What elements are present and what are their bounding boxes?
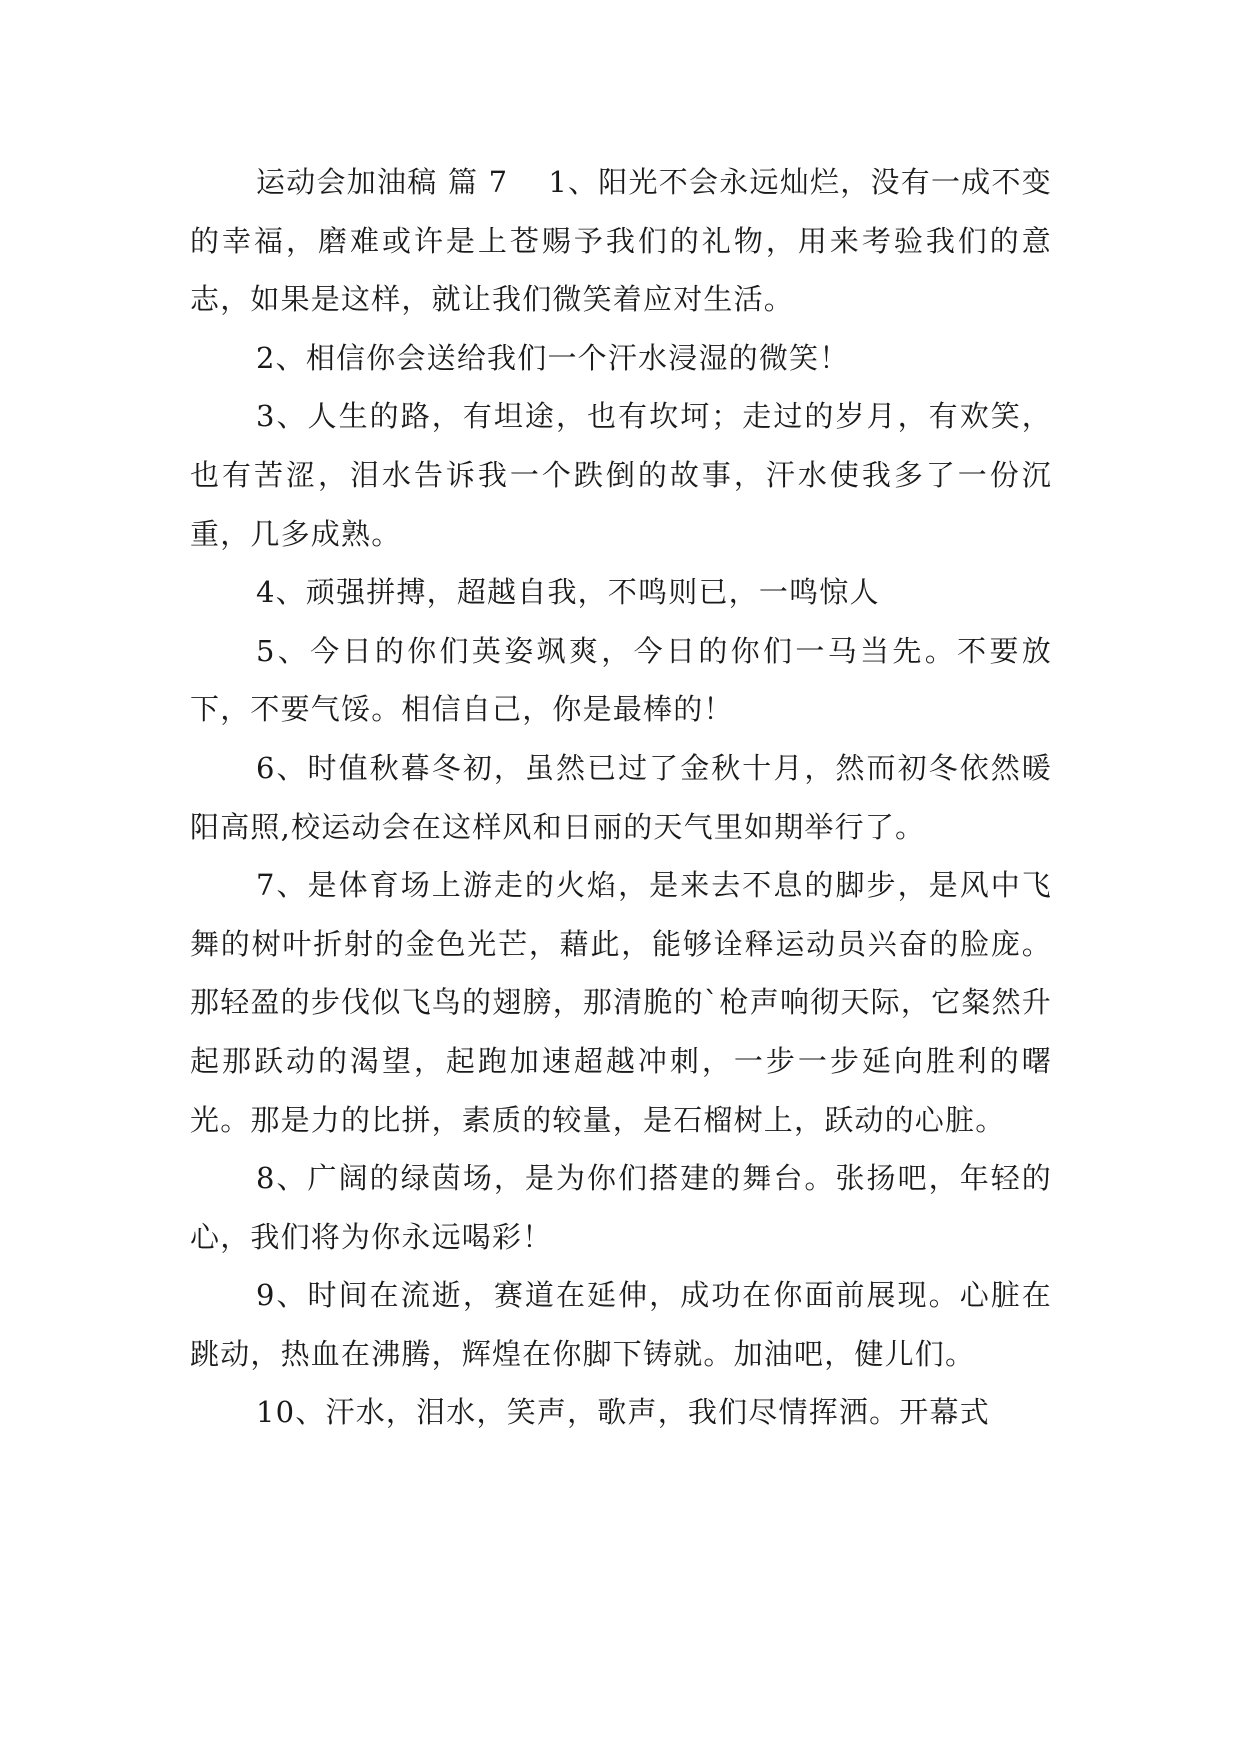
paragraph-7: 7、是体育场上游走的火焰，是来去不息的脚步，是风中飞舞的树叶折射的金色光芒，藉此，能够诠释运动员兴奋的脸庞。那轻盈的步伐似飞鸟的翅膀，那清脆的`枪声响彻天际，它粲然升起那跃动的渴望，起跑加速超越冲刺，一步一步延向胜利的曙光。那是力的比拼，素质的较量，是石榴树上，跃动的心脏。 <box>190 868 1052 1137</box>
paragraph-3: 3、人生的路，有坦途，也有坎坷；走过的岁月，有欢笑，也有苦涩，泪水告诉我一个跌倒的故事，汗水使我多了一份沉重，几多成熟。 <box>190 399 1052 551</box>
paragraph-10: 10、汗水，泪水，笑声，歌声，我们尽情挥洒。开幕式 <box>256 1395 990 1430</box>
paragraph-9: 9、时间在流逝，赛道在延伸，成功在你面前展现。心脏在跳动，热血在沸腾，辉煌在你脚下铸就。加油吧，健儿们。 <box>190 1278 1052 1371</box>
paragraph-1 <box>190 153 1052 329</box>
paragraph-2: 2、相信你会送给我们一个汗水浸湿的微笑！ <box>256 340 850 375</box>
paragraph-4: 4、顽强拼搏，超越自我，不鸣则已，一鸣惊人 <box>256 575 880 610</box>
paragraph-8: 8、广阔的绿茵场，是为你们搭建的舞台。张扬吧，年轻的心，我们将为你永远喝彩！ <box>190 1161 1052 1254</box>
paragraph-6: 6、时值秋暮冬初，虽然已过了金秋十月，然而初冬依然暖阳高照,校运动会在这样风和日丽的天气里如期举行了。 <box>190 750 1052 844</box>
document-title: 运动会加油稿 篇 7 <box>256 165 509 199</box>
paragraph-5: 5、今日的你们英姿飒爽，今日的你们一马当先。不要放下，不要气馁。相信自己，你是最棒的！ <box>190 633 1052 727</box>
paragraph-text: 1、阳光不会永远灿烂，没有一成不变的幸福，磨难或许是上苍赐予我们的礼物，用来考验我们的意志，如果是这样，就让我们微笑着应对生活。 <box>190 165 1052 317</box>
document-body <box>190 153 1052 1442</box>
